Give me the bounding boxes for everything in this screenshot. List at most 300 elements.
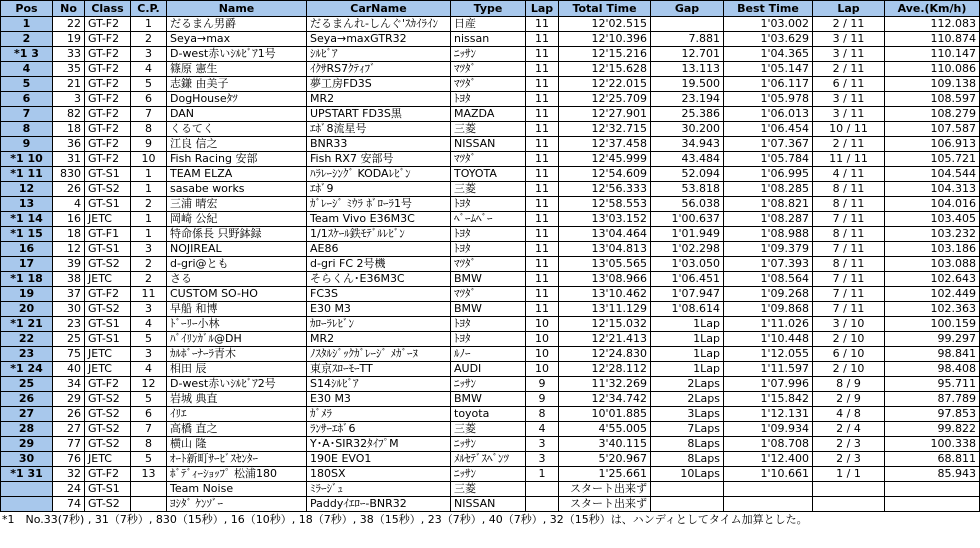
gap-cell: 53.818: [651, 182, 724, 197]
average-speed-cell: 104.544: [885, 167, 980, 182]
no-cell: 74: [53, 497, 85, 512]
pos-cell: 20: [1, 302, 53, 317]
cp-cell: 1: [131, 167, 167, 182]
total-time-cell: スタート出来ず: [559, 482, 651, 497]
total-time-cell: 12'28.112: [559, 362, 651, 377]
average-speed-cell: 106.913: [885, 137, 980, 152]
lap-cell: 11: [526, 182, 559, 197]
gap-cell: 1'06.451: [651, 272, 724, 287]
gap-cell: [651, 482, 724, 497]
best-time-cell: 1'09.868: [724, 302, 813, 317]
pos-cell: *1 3: [1, 47, 53, 62]
car-name-cell: ｼﾙﾋﾞｱ: [307, 47, 451, 62]
best-time-cell: 1'09.379: [724, 242, 813, 257]
type-cell: toyota: [451, 407, 526, 422]
best-time-cell: 1'15.842: [724, 392, 813, 407]
average-speed-cell: 105.721: [885, 152, 980, 167]
type-cell: ﾄﾖﾀ: [451, 197, 526, 212]
average-speed-cell: [885, 497, 980, 512]
gap-cell: 1Lap: [651, 347, 724, 362]
pos-cell: 17: [1, 257, 53, 272]
gap-cell: 56.038: [651, 197, 724, 212]
average-speed-cell: 68.811: [885, 452, 980, 467]
type-cell: AUDI: [451, 362, 526, 377]
table-row: [1, 17, 980, 32]
no-cell: 31: [53, 152, 85, 167]
best-time-cell: 1'08.285: [724, 182, 813, 197]
pos-cell: 19: [1, 287, 53, 302]
name-cell: だるまん男爵: [167, 17, 307, 32]
class-cell: GT-F2: [85, 17, 131, 32]
class-cell: GT-S2: [85, 497, 131, 512]
type-cell: ﾏﾂﾀﾞ: [451, 257, 526, 272]
cp-cell: 3: [131, 347, 167, 362]
header-row: [1, 1, 980, 17]
name-cell: くるてく: [167, 122, 307, 137]
table-row: [1, 242, 980, 257]
no-cell: 26: [53, 407, 85, 422]
table-row: [1, 317, 980, 332]
pos-cell: 13: [1, 197, 53, 212]
total-time-cell: 12'54.609: [559, 167, 651, 182]
total-time-cell: 4'55.005: [559, 422, 651, 437]
no-cell: 36: [53, 137, 85, 152]
best-lap-cell: 10 / 11: [813, 122, 885, 137]
total-time-cell: 12'15.216: [559, 47, 651, 62]
best-lap-cell: 7 / 11: [813, 272, 885, 287]
best-time-cell: 1'12.055: [724, 347, 813, 362]
cp-cell: 1: [131, 227, 167, 242]
total-time-cell: 13'11.129: [559, 302, 651, 317]
best-time-cell: 1'08.287: [724, 212, 813, 227]
total-time-cell: 12'10.396: [559, 32, 651, 47]
car-name-cell: Seya→maxGTR32: [307, 32, 451, 47]
best-time-cell: 1'08.708: [724, 437, 813, 452]
no-cell: 34: [53, 377, 85, 392]
type-cell: ﾄﾖﾀ: [451, 332, 526, 347]
class-cell: JETC: [85, 452, 131, 467]
table-row: [1, 437, 980, 452]
name-cell: 岡崎 公紀: [167, 212, 307, 227]
lap-cell: 11: [526, 32, 559, 47]
class-cell: GT-S1: [85, 242, 131, 257]
gap-cell: 1'08.614: [651, 302, 724, 317]
cp-cell: 1: [131, 212, 167, 227]
average-speed-cell: 110.147: [885, 47, 980, 62]
name-cell: D-west赤いｼﾙﾋﾞｱ2号: [167, 377, 307, 392]
name-cell: Seya→max: [167, 32, 307, 47]
average-speed-cell: 97.853: [885, 407, 980, 422]
name-cell: CUSTOM SO-HO: [167, 287, 307, 302]
car-name-cell: 180SX: [307, 467, 451, 482]
header-total-time: Total Time: [559, 1, 651, 17]
best-lap-cell: 6 / 11: [813, 77, 885, 92]
total-time-cell: 10'01.885: [559, 407, 651, 422]
header-best-lap: Lap: [813, 1, 885, 17]
best-lap-cell: 2 / 3: [813, 437, 885, 452]
type-cell: BMW: [451, 272, 526, 287]
best-lap-cell: 7 / 11: [813, 242, 885, 257]
best-time-cell: 1'09.934: [724, 422, 813, 437]
header-pos: Pos: [1, 1, 53, 17]
cp-cell: 3: [131, 242, 167, 257]
cp-cell: 8: [131, 437, 167, 452]
table-row: [1, 212, 980, 227]
best-lap-cell: 3 / 10: [813, 317, 885, 332]
cp-cell: 3: [131, 47, 167, 62]
name-cell: 岩城 典直: [167, 392, 307, 407]
pos-cell: 16: [1, 242, 53, 257]
average-speed-cell: 104.313: [885, 182, 980, 197]
type-cell: TOYOTA: [451, 167, 526, 182]
class-cell: GT-S2: [85, 182, 131, 197]
class-cell: GT-F2: [85, 377, 131, 392]
name-cell: ﾎﾞﾃﾞｨｰｼｮｯﾌﾟ 松浦180: [167, 467, 307, 482]
total-time-cell: 12'32.715: [559, 122, 651, 137]
best-lap-cell: 4 / 8: [813, 407, 885, 422]
type-cell: ﾄﾖﾀ: [451, 242, 526, 257]
pos-cell: *1 10: [1, 152, 53, 167]
best-lap-cell: 4 / 11: [813, 167, 885, 182]
cp-cell: 10: [131, 152, 167, 167]
table-row: [1, 287, 980, 302]
best-lap-cell: 2 / 3: [813, 452, 885, 467]
cp-cell: 6: [131, 92, 167, 107]
class-cell: GT-S2: [85, 422, 131, 437]
best-time-cell: 1'12.131: [724, 407, 813, 422]
average-speed-cell: 107.587: [885, 122, 980, 137]
name-cell: ﾊﾞｲﾘﾝｶﾞﾙ@DH: [167, 332, 307, 347]
table-row: [1, 137, 980, 152]
cp-cell: 7: [131, 107, 167, 122]
total-time-cell: 13'05.565: [559, 257, 651, 272]
name-cell: NOJIREAL: [167, 242, 307, 257]
lap-cell: 8: [526, 407, 559, 422]
table-row: [1, 257, 980, 272]
gap-cell: 1Lap: [651, 362, 724, 377]
lap-cell: [526, 482, 559, 497]
lap-cell: 1: [526, 467, 559, 482]
car-name-cell: 1/1ｽｹｰﾙ鉄ﾓﾃﾞﾙﾚﾋﾞﾝ: [307, 227, 451, 242]
header-name: Name: [167, 1, 307, 17]
lap-cell: 11: [526, 227, 559, 242]
average-speed-cell: 108.597: [885, 92, 980, 107]
lap-cell: 11: [526, 77, 559, 92]
car-name-cell: Fish RX7 安部号: [307, 152, 451, 167]
cp-cell: 2: [131, 272, 167, 287]
lap-cell: 4: [526, 422, 559, 437]
total-time-cell: 12'24.830: [559, 347, 651, 362]
average-speed-cell: 99.297: [885, 332, 980, 347]
type-cell: BMW: [451, 302, 526, 317]
lap-cell: 11: [526, 197, 559, 212]
type-cell: ﾙﾉｰ: [451, 347, 526, 362]
best-time-cell: 1'11.597: [724, 362, 813, 377]
lap-cell: 9: [526, 377, 559, 392]
gap-cell: 1Lap: [651, 317, 724, 332]
best-lap-cell: 2 / 10: [813, 332, 885, 347]
car-name-cell: ｴﾎﾞ8流星号: [307, 122, 451, 137]
total-time-cell: 12'02.515: [559, 17, 651, 32]
best-time-cell: 1'07.393: [724, 257, 813, 272]
best-lap-cell: 2 / 11: [813, 137, 885, 152]
type-cell: 三菱: [451, 422, 526, 437]
cp-cell: 4: [131, 62, 167, 77]
type-cell: ﾏﾂﾀﾞ: [451, 287, 526, 302]
table-row: [1, 92, 980, 107]
lap-cell: 10: [526, 347, 559, 362]
best-lap-cell: 2 / 4: [813, 422, 885, 437]
pos-cell: 30: [1, 452, 53, 467]
name-cell: ｵｰﾄ新町ｻｰﾋﾞｽｾﾝﾀｰ: [167, 452, 307, 467]
gap-cell: 7Laps: [651, 422, 724, 437]
average-speed-cell: 103.088: [885, 257, 980, 272]
car-name-cell: UPSTART FD3S黒: [307, 107, 451, 122]
average-speed-cell: 103.232: [885, 227, 980, 242]
lap-cell: 11: [526, 137, 559, 152]
table-row: [1, 122, 980, 137]
best-lap-cell: [813, 482, 885, 497]
average-speed-cell: 102.449: [885, 287, 980, 302]
name-cell: sasabe works: [167, 182, 307, 197]
footnote: *1 No.33(7秒) , 31（7秒）, 830（15秒）, 16（10秒）, 18（7秒）, 38（15秒）, 23（7秒）, 40（7秒）, 32（15秒）は、ハンディとしてタイム加算とした。: [2, 513, 808, 526]
average-speed-cell: 108.279: [885, 107, 980, 122]
class-cell: GT-S2: [85, 302, 131, 317]
class-cell: JETC: [85, 272, 131, 287]
pos-cell: *1 18: [1, 272, 53, 287]
car-name-cell: 190E EVO1: [307, 452, 451, 467]
pos-cell: *1 24: [1, 362, 53, 377]
pos-cell: 2: [1, 32, 53, 47]
cp-cell: 4: [131, 317, 167, 332]
average-speed-cell: 100.159: [885, 317, 980, 332]
pos-cell: *1 31: [1, 467, 53, 482]
no-cell: 19: [53, 32, 85, 47]
class-cell: GT-F2: [85, 287, 131, 302]
gap-cell: 1'00.637: [651, 212, 724, 227]
lap-cell: 11: [526, 242, 559, 257]
no-cell: 18: [53, 227, 85, 242]
no-cell: 29: [53, 392, 85, 407]
table-row: [1, 152, 980, 167]
gap-cell: 1'02.298: [651, 242, 724, 257]
table-row: [1, 362, 980, 377]
pos-cell: 25: [1, 377, 53, 392]
best-time-cell: 1'04.365: [724, 47, 813, 62]
type-cell: ﾆｯｻﾝ: [451, 377, 526, 392]
type-cell: MAZDA: [451, 107, 526, 122]
lap-cell: 11: [526, 257, 559, 272]
no-cell: 3: [53, 92, 85, 107]
pos-cell: 28: [1, 422, 53, 437]
type-cell: 三菱: [451, 482, 526, 497]
car-name-cell: だるまんれ-しんぐ'ｽｶｲﾗｲﾝ: [307, 17, 451, 32]
best-time-cell: 1'07.367: [724, 137, 813, 152]
no-cell: 40: [53, 362, 85, 377]
average-speed-cell: 109.138: [885, 77, 980, 92]
car-name-cell: ﾐﾗｰｼﾞｭ: [307, 482, 451, 497]
type-cell: ﾏﾂﾀﾞ: [451, 152, 526, 167]
cp-cell: 11: [131, 287, 167, 302]
pos-cell: 8: [1, 122, 53, 137]
lap-cell: 11: [526, 17, 559, 32]
best-time-cell: 1'06.454: [724, 122, 813, 137]
pos-cell: *1 21: [1, 317, 53, 332]
total-time-cell: 13'03.152: [559, 212, 651, 227]
best-time-cell: 1'08.821: [724, 197, 813, 212]
header-class: Class: [85, 1, 131, 17]
name-cell: D-west赤いｼﾙﾋﾞｱ1号: [167, 47, 307, 62]
class-cell: GT-F2: [85, 47, 131, 62]
lap-cell: 11: [526, 212, 559, 227]
name-cell: ﾖｼﾀﾞ ｹﾝｿﾞｰ: [167, 497, 307, 512]
class-cell: GT-F2: [85, 62, 131, 77]
total-time-cell: 3'40.115: [559, 437, 651, 452]
car-name-cell: E30 M3: [307, 392, 451, 407]
pos-cell: 9: [1, 137, 53, 152]
car-name-cell: Y･A･SIR32ﾀｲﾌﾟM: [307, 437, 451, 452]
best-time-cell: 1'03.002: [724, 17, 813, 32]
total-time-cell: 12'34.742: [559, 392, 651, 407]
table-row: [1, 77, 980, 92]
average-speed-cell: 110.086: [885, 62, 980, 77]
name-cell: さる: [167, 272, 307, 287]
gap-cell: 2Laps: [651, 392, 724, 407]
best-time-cell: 1'06.013: [724, 107, 813, 122]
type-cell: ﾏﾂﾀﾞ: [451, 77, 526, 92]
best-lap-cell: 3 / 11: [813, 32, 885, 47]
table-row: [1, 407, 980, 422]
type-cell: ﾄﾖﾀ: [451, 92, 526, 107]
average-speed-cell: 102.363: [885, 302, 980, 317]
header-no: No: [53, 1, 85, 17]
no-cell: 35: [53, 62, 85, 77]
cp-cell: 7: [131, 422, 167, 437]
car-name-cell: ｶﾞﾚｰｼﾞ ﾐｳﾗ ﾎﾞﾛｰﾗ1号: [307, 197, 451, 212]
pos-cell: [1, 497, 53, 512]
no-cell: 38: [53, 272, 85, 287]
header-gap: Gap: [651, 1, 724, 17]
car-name-cell: ｴﾎﾞ9: [307, 182, 451, 197]
pos-cell: 6: [1, 92, 53, 107]
lap-cell: 11: [526, 152, 559, 167]
best-time-cell: 1'10.661: [724, 467, 813, 482]
table-row: [1, 32, 980, 47]
car-name-cell: ﾉｽﾀﾙｼﾞｯｸｶﾞﾚｰｼﾞ ﾒｶﾞｰﾇ: [307, 347, 451, 362]
average-speed-cell: [885, 482, 980, 497]
car-name-cell: d-gri FC 2号機: [307, 257, 451, 272]
type-cell: NISSAN: [451, 137, 526, 152]
no-cell: 18: [53, 122, 85, 137]
class-cell: GT-S1: [85, 332, 131, 347]
cp-cell: 1: [131, 182, 167, 197]
best-time-cell: 1'09.268: [724, 287, 813, 302]
best-time-cell: 1'08.988: [724, 227, 813, 242]
class-cell: GT-S2: [85, 257, 131, 272]
pos-cell: 22: [1, 332, 53, 347]
best-time-cell: [724, 497, 813, 512]
class-cell: JETC: [85, 362, 131, 377]
gap-cell: 52.094: [651, 167, 724, 182]
gap-cell: 7.881: [651, 32, 724, 47]
total-time-cell: 12'22.015: [559, 77, 651, 92]
average-speed-cell: 102.643: [885, 272, 980, 287]
type-cell: ﾍﾞｰﾑﾍﾞｰ: [451, 212, 526, 227]
lap-cell: 10: [526, 317, 559, 332]
table-row: [1, 302, 980, 317]
pos-cell: *1 14: [1, 212, 53, 227]
name-cell: 早船 和博: [167, 302, 307, 317]
name-cell: Fish Racing 安部: [167, 152, 307, 167]
total-time-cell: 12'15.628: [559, 62, 651, 77]
total-time-cell: 12'15.032: [559, 317, 651, 332]
no-cell: 23: [53, 317, 85, 332]
car-name-cell: ｲｸｻRS7ｸﾃｨﾌﾞ: [307, 62, 451, 77]
table-row: [1, 422, 980, 437]
cp-cell: 2: [131, 257, 167, 272]
header-lap: Lap: [526, 1, 559, 17]
no-cell: 30: [53, 302, 85, 317]
no-cell: 21: [53, 77, 85, 92]
table-row: [1, 227, 980, 242]
average-speed-cell: 103.186: [885, 242, 980, 257]
best-time-cell: 1'08.564: [724, 272, 813, 287]
car-name-cell: そらくん･E36M3C: [307, 272, 451, 287]
best-time-cell: [724, 482, 813, 497]
table-row: [1, 377, 980, 392]
best-lap-cell: 3 / 11: [813, 92, 885, 107]
gap-cell: 12.701: [651, 47, 724, 62]
gap-cell: 1Lap: [651, 332, 724, 347]
cp-cell: 1: [131, 17, 167, 32]
class-cell: GT-F2: [85, 77, 131, 92]
name-cell: 相田 辰: [167, 362, 307, 377]
no-cell: 33: [53, 47, 85, 62]
lap-cell: 11: [526, 62, 559, 77]
gap-cell: 19.500: [651, 77, 724, 92]
car-name-cell: FC3S: [307, 287, 451, 302]
no-cell: 12: [53, 242, 85, 257]
gap-cell: 1'07.947: [651, 287, 724, 302]
cp-cell: [131, 482, 167, 497]
best-time-cell: 1'05.978: [724, 92, 813, 107]
total-time-cell: 12'21.413: [559, 332, 651, 347]
table-row: [1, 347, 980, 362]
total-time-cell: 12'37.458: [559, 137, 651, 152]
gap-cell: 34.943: [651, 137, 724, 152]
total-time-cell: 11'32.269: [559, 377, 651, 392]
class-cell: GT-S1: [85, 197, 131, 212]
lap-cell: 9: [526, 392, 559, 407]
no-cell: 39: [53, 257, 85, 272]
no-cell: 22: [53, 17, 85, 32]
average-speed-cell: 99.822: [885, 422, 980, 437]
gap-cell: 23.194: [651, 92, 724, 107]
cp-cell: 6: [131, 407, 167, 422]
best-time-cell: 1'11.026: [724, 317, 813, 332]
name-cell: ﾄﾞｰﾘｰ小林: [167, 317, 307, 332]
car-name-cell: Team Vivo E36M3C: [307, 212, 451, 227]
class-cell: GT-S2: [85, 437, 131, 452]
lap-cell: 3: [526, 437, 559, 452]
no-cell: 32: [53, 467, 85, 482]
lap-cell: 3: [526, 452, 559, 467]
best-lap-cell: 8 / 11: [813, 197, 885, 212]
class-cell: GT-F2: [85, 92, 131, 107]
gap-cell: 10Laps: [651, 467, 724, 482]
type-cell: 三菱: [451, 122, 526, 137]
no-cell: 75: [53, 347, 85, 362]
